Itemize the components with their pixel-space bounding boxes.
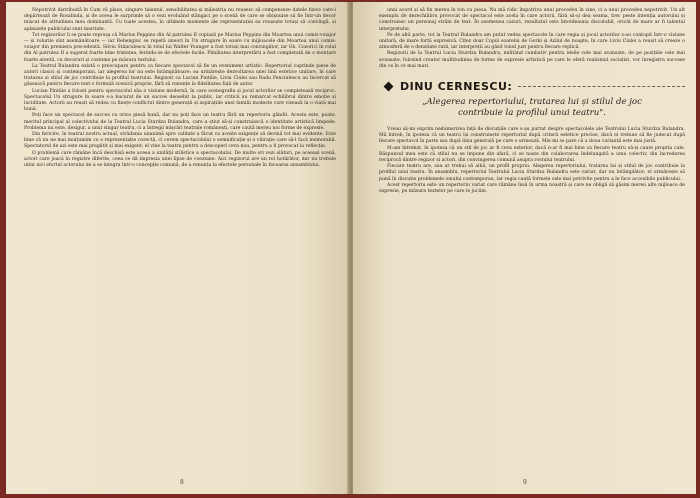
- section-heading: DINU CERNESCU:: [400, 80, 513, 94]
- paragraph: O problemă care rămâne încă deschisă este aceea a unității stilistice a spectacolului. De multe ori vezi alături, pe aceeași scenă, actori care joacă în registre diferite, ceea ce dă impresia unei lipse de coeziune. Aici regizorul are un rol hotărâtor, dar nu trebuie uitat nici efortul actorului de a se integra într-o concepție comună, de a renunța la efectele personale în favoarea ansamblului.: [24, 150, 336, 169]
- paragraph: Poți face un spectacol de succes cu orice piesă bună, dar nu poți face un teatru fără un repertoriu gândit. Acesta este, poate, meritul principal al colectivului de la Teatrul Lucia Sturdza Bulandra, care a știut să-și construiască o identitate artistică limpede. Problema nu este, desigur, a unui singur teatru, ci a întregii mișcări teatrale românești, care caută mereu noi forme de expresie.: [24, 113, 336, 131]
- right-text-column: [379, 8, 685, 195]
- right-page: [353, 2, 696, 494]
- pull-quote: „Alegerea repertoriului, tratarea lui și stilul de joc contribuie la profilul unui teatru".: [422, 97, 642, 119]
- paragraph: M-am întrebat, în ipoteza că un stil de joc ar fi ceva exterior, dacă n-ar fi mai bine ca fiecare teatru să-și caute propria cale. Răspunsul meu este că stilul nu se impune din afară, ci se naște din colaborarea îndelungată a unui colectiv, din încrederea reciprocă dintre regizor și actori, din convingerea comună asupra rostului teatrului.: [379, 145, 685, 164]
- page-number-right: 9: [523, 479, 527, 486]
- paragraph: Tot regizorilor li se poate reproșa că Marius Peppino din Al patrulea II copiază pe Marius Peppino din Moartea unui comis-voiajor — și rolurile sînt asemănătoare — iar Rebengiuc se repetă uneori în Un strugure în soare cu mijloacele din Moartea unui comis-voiajor din premiera precedentă. Silviu Stănculescu în rolul lui Walter Younger a fost totuși mai convingător, iar Gh. Cozorici în rolul din Al patrulea II a sugerat foarte bine tristețea, ferindu-se de efectele facile. Plinătatea interpretării a fost completată de o montare foarte atentă, cu decoruri și costume pe măsura textului.: [24, 32, 336, 63]
- left-page: [6, 2, 349, 494]
- paragraph: La Teatrul Bulandra există o preocupare pentru ca fiecare spectacol să fie un eveniment artistic. Repertoriul cuprinde piese de autori clasici și contemporani, iar alegerea lor nu este întâmplătoare: ea urmărește dezvoltarea unei linii estetice unitare, în care tratarea și stilul de joc contribuie la profilul teatrului. Regizori ca Lucian Pintilie, Liviu Ciulei sau Radu Penciulescu au încercat să găsească pentru fiecare text o formulă scenică proprie, fără să renunțe la fidelitatea față de autor.: [24, 63, 336, 88]
- open-book: [6, 2, 696, 494]
- paragraph: Nepotrivit distribuită în Cum vă place, singure talentul, sensibilitatea și măiestria nu reușesc să compenseze datele fizice care-i depărtează de Rosalinda, și de aceea le surprinde să o vezi evoluând stângaci pe o scenă de care se obișnuise să fie într-un decor mișcat de atitudinea mea dominantă. Cu toate acestea, în ultimele momente ale reprezentației ea reușește totuși să convingă, și aplauzele publicului sunt meritate.: [24, 8, 336, 32]
- left-text-column: [24, 8, 336, 169]
- paragraph: Pe de altă parte, tot la Teatrul Bulandra am putut vedea spectacole în care regia și jocul actorilor s-au contopit într-o viziune unitară, de mare forță expresivă. Citez doar Copiii soarelui de Gorki și Azilul de noapte, în care Liviu Ciulei a reușit să creeze o atmosferă de o densitate rară, iar interpreții au găsit tonul just pentru fiecare replică.: [379, 32, 685, 51]
- paragraph: Fiecare teatru are, sau ar trebui să aibă, un profil propriu. Alegerea repertoriului, tratarea lui și stilul de joc contribuie la profilul unui teatru. În ansamblu, repertoriul Teatrului Lucia Sturdza Bulandra este variat, dar nu întâmplător; el urmărește să pună în discuție problemele omului contemporan, iar regia caută formele cele mai potrivite pentru a le face accesibile publicului.: [379, 164, 685, 182]
- page-number-left: 8: [180, 479, 184, 486]
- paragraph: Lucian Pintilie a folosit pentru spectacolul său o viziune modernă, în care scenografia și jocul actorilor se completează reciproc. Spectacolul Un strugure în soare s-a bucurat de un succes deosebit la public, iar criticii au remarcat echilibrul dintre emoție și luciditate. Actorii au reușit să redea cu finețe conflictul dintre generații și aspirațiile unei familii modeste care visează la o viață mai bună.: [24, 88, 336, 113]
- paragraph: unui acord și să fiu mereu în ton cu piesa. Nu mă ridic împotriva unui procedeu în sine, ci a unui procedeu nepotrivit. Un alt exemplu de dezechilibru provocat de spectacol este acela în care actorii, fără să-și dea seama, trec peste intenția autorului și construiesc un personaj străin de text. În asemenea cazuri, rezultatul este întotdeauna discutabil, oricât de mare ar fi talentul interpretului.: [379, 8, 685, 32]
- section-heading-row: [379, 80, 685, 93]
- diamond-bullet-icon: [384, 82, 394, 92]
- paragraph: Acest repertoriu este un repertoriu variat care rămâne însă în urma noastră și care ne obligă să găsim mereu alte mijloace de expresie, pe măsura textelor pe care le jucăm.: [379, 182, 685, 195]
- dashed-rule: [518, 86, 685, 87]
- paragraph: Regizorii de la Teatrul Lucia Sturdza Bulandra, militând cumbativ pentru ideile cele mai avansate, de pe pozițiile cele mai avansate, folosind creator multitudinea de forme de expresie artistică pe care le oferă realismul socialist, vor înregistra succese din ce în ce mai mari.: [379, 51, 685, 69]
- paragraph: Vreau să-mi exprim nedumerirea față de discuțiile care s-au purtat despre spectacolele ale Teatrului Lucia Sturdza Bulandra. Mă întreb, în ipoteza că un teatru își construiește repertoriul după criterii estetice precise, dacă el trebuie să fie judecat după fiecare spectacol în parte sau după linia generală pe care o urmează. Mie mi se pare că a doua variantă este mai justă.: [379, 127, 685, 145]
- paragraph: Din fericire, în teatrul nostru actual, strădania unanimă spre calitate a făcut ca aceste exigențe să devină tot mai evidente. Este bine că nu ne mai mulțumim cu o reprezentație corectă, ci cerem spectacolului o semnificație și o vibrație care să-l facă memorabil. Spectatorul de azi este mai pregătit și mai exigent; el vine la teatru pentru a descoperi ceva nou, pentru a fi provocat la reflecție.: [24, 132, 336, 150]
